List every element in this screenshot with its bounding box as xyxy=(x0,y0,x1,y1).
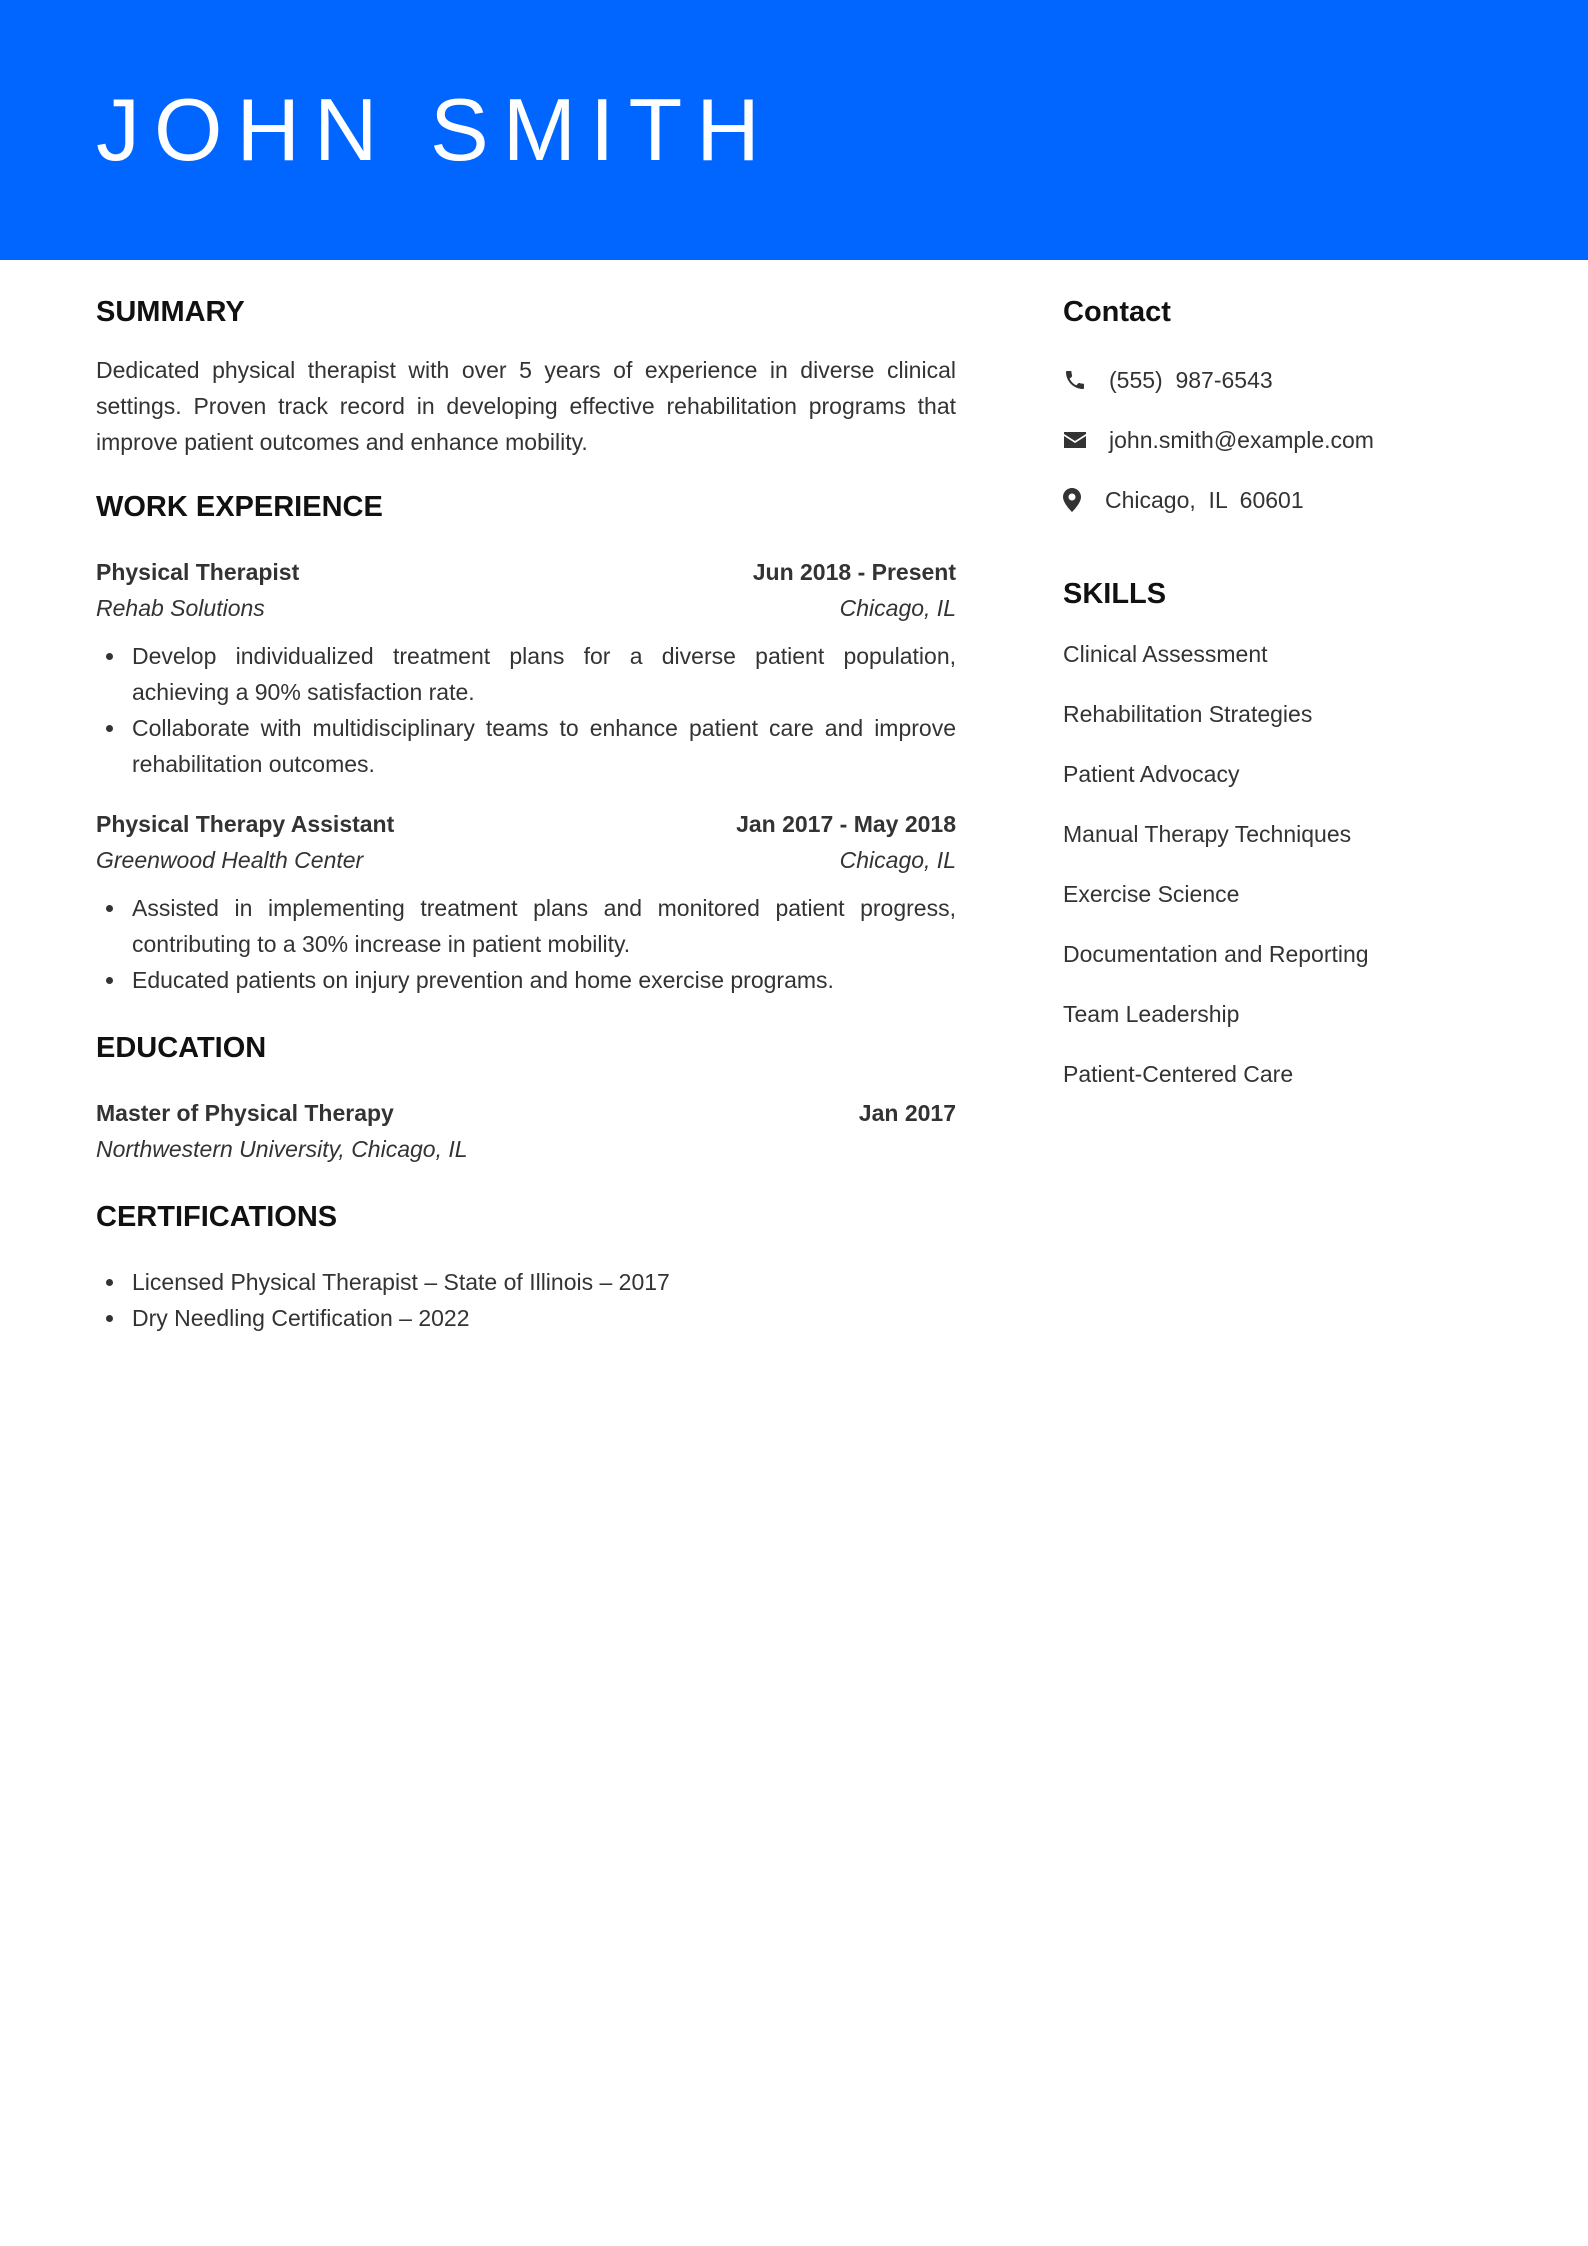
skill-item: Manual Therapy Techniques xyxy=(1063,821,1352,847)
contact-phone-row xyxy=(1063,362,1503,398)
job-entry xyxy=(96,554,956,782)
job-bullet: Educated patients on injury prevention and home exercise programs. xyxy=(96,962,956,998)
job-bullets xyxy=(96,890,956,998)
summary-title: SUMMARY xyxy=(96,296,245,328)
job-company: Rehab Solutions xyxy=(96,595,265,621)
certification-item: Licensed Physical Therapist – State of Illinois – 2017 xyxy=(96,1264,956,1300)
job-role: Physical Therapist xyxy=(96,559,300,585)
skill-item: Team Leadership xyxy=(1063,1001,1240,1027)
phone-icon xyxy=(1063,367,1089,393)
skill-item: Patient Advocacy xyxy=(1063,761,1240,787)
job-location: Chicago, IL xyxy=(839,847,956,873)
map-pin-icon xyxy=(1063,487,1083,513)
skill-item: Patient-Centered Care xyxy=(1063,1061,1294,1087)
skill-item: Documentation and Reporting xyxy=(1063,941,1369,967)
job-bullet: Develop individualized treatment plans for a diverse patient population, achieving a 90% satisfaction rate. xyxy=(96,638,956,710)
contact-section xyxy=(1063,292,1503,518)
experience-section xyxy=(96,487,956,998)
skills-section xyxy=(1063,574,1503,1092)
education-section xyxy=(96,1028,956,1167)
job-dates: Jun 2018 - Present xyxy=(752,559,956,585)
skill-item: Rehabilitation Strategies xyxy=(1063,701,1313,727)
job-location: Chicago, IL xyxy=(839,595,956,621)
school-name: Northwestern University, Chicago, IL xyxy=(96,1136,468,1162)
experience-title: WORK EXPERIENCE xyxy=(96,491,383,523)
degree-date: Jan 2017 xyxy=(858,1100,956,1126)
skill-item: Exercise Science xyxy=(1063,881,1240,907)
certification-item: Dry Needling Certification – 2022 xyxy=(96,1300,956,1336)
summary-text: Dedicated physical therapist with over 5 years of experience in diverse clinical settings. Proven track record in developing effective rehabilitation programs that improve patient outcomes and enhance mobility. xyxy=(96,357,956,455)
degree-name: Master of Physical Therapy xyxy=(96,1100,394,1126)
certifications-list xyxy=(96,1264,956,1336)
contact-location-row xyxy=(1063,482,1503,518)
contact-title: Contact xyxy=(1063,296,1171,328)
education-title: EDUCATION xyxy=(96,1032,267,1064)
job-role: Physical Therapy Assistant xyxy=(96,811,395,837)
candidate-name: JOHN SMITH xyxy=(96,80,774,179)
side-column xyxy=(1063,292,1503,1092)
job-entry xyxy=(96,806,956,998)
job-bullets xyxy=(96,638,956,782)
certifications-section xyxy=(96,1197,956,1336)
summary-section xyxy=(96,292,956,460)
header-banner xyxy=(0,0,1588,260)
certifications-title: CERTIFICATIONS xyxy=(96,1201,338,1233)
contact-phone[interactable]: (555) 987-6543 xyxy=(1109,367,1273,393)
contact-email-row xyxy=(1063,422,1503,458)
envelope-icon xyxy=(1063,427,1089,453)
skill-item: Clinical Assessment xyxy=(1063,641,1268,667)
job-bullet: Collaborate with multidisciplinary teams to enhance patient care and improve rehabilitation outcomes. xyxy=(96,710,956,782)
main-column xyxy=(96,292,956,1336)
job-bullet: Assisted in implementing treatment plans and monitored patient progress, contributing to a 30% increase in patient mobility. xyxy=(96,890,956,962)
skills-title: SKILLS xyxy=(1063,578,1167,610)
contact-location: Chicago, IL 60601 xyxy=(1105,487,1304,513)
job-company: Greenwood Health Center xyxy=(96,847,364,873)
contact-email[interactable]: john.smith@example.com xyxy=(1109,427,1374,453)
job-dates: Jan 2017 - May 2018 xyxy=(736,811,956,837)
